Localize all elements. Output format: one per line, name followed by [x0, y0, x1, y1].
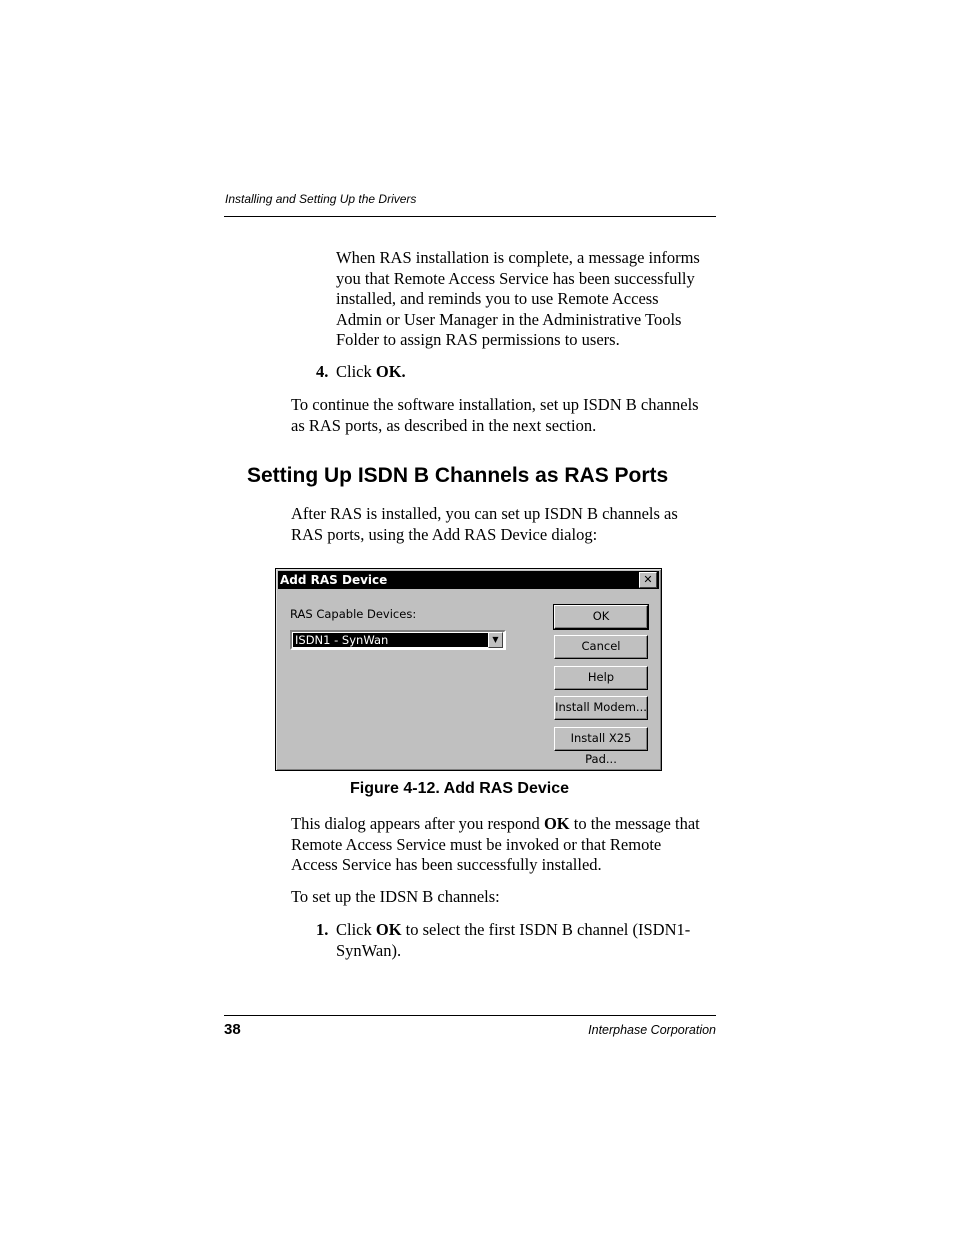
- step-1-line: SynWan).: [336, 940, 402, 960]
- section-heading: Setting Up ISDN B Channels as RAS Ports: [247, 464, 669, 487]
- figure-caption: Figure 4-12. Add RAS Device: [350, 780, 570, 797]
- step-1-text: [336, 920, 690, 961]
- step-1-bold: OK: [375, 920, 402, 939]
- after-line: After RAS is installed, you can set up ISDN B channels as: [291, 504, 678, 523]
- step-1-number: 1.: [316, 920, 329, 939]
- dialog-line: [291, 814, 700, 835]
- step-4-number: 4.: [316, 362, 329, 381]
- selected-device: ISDN1 - SynWan: [293, 633, 489, 647]
- devices-label: RAS Capable Devices:: [290, 607, 417, 621]
- intro-line: installed, and reminds you to use Remote Access: [336, 289, 659, 308]
- chevron-down-icon[interactable]: ▼: [488, 632, 503, 648]
- header-rule: [224, 216, 716, 217]
- continue-paragraph: [291, 395, 699, 436]
- intro-line: Admin or User Manager in the Administrative Tools: [336, 309, 682, 329]
- dialog-line-post: to the message that: [569, 814, 700, 833]
- step-4-text: [336, 362, 406, 383]
- after-line: RAS ports, using the Add RAS Device dialog:: [291, 524, 598, 544]
- close-icon[interactable]: ✕: [639, 572, 657, 588]
- footer-rule: [224, 1015, 716, 1016]
- dialog-titlebar: [278, 571, 659, 589]
- intro-line: you that Remote Access Service has been successfully: [336, 268, 695, 288]
- setup-intro: To set up the IDSN B channels:: [291, 887, 500, 906]
- add-ras-device-dialog: [275, 568, 662, 771]
- dialog-line: Access Service has been successfully installed.: [291, 855, 602, 874]
- intro-paragraph: [336, 248, 700, 351]
- page-number: 38: [224, 1021, 241, 1038]
- install-x25-pad-button[interactable]: Install X25 Pad...: [554, 727, 648, 751]
- step-4-bold: OK.: [375, 362, 406, 381]
- help-button[interactable]: Help: [554, 666, 648, 690]
- step-4-label: Click: [336, 362, 376, 381]
- cancel-button[interactable]: Cancel: [554, 635, 648, 659]
- install-modem-button[interactable]: Install Modem...: [554, 696, 648, 720]
- dialog-line-bold: OK: [543, 814, 570, 833]
- dialog-line-pre: This dialog appears after you respond: [291, 814, 544, 833]
- intro-line: When RAS installation is complete, a message informs: [336, 248, 700, 267]
- dialog-line: Remote Access Service must be invoked or that Remote: [291, 834, 662, 854]
- dialog-title: Add RAS Device: [280, 573, 388, 587]
- devices-dropdown[interactable]: [290, 630, 506, 650]
- running-header: Installing and Setting Up the Drivers: [225, 192, 417, 206]
- continue-line: as RAS ports, as described in the next section.: [291, 415, 597, 435]
- step-1-line: [336, 920, 690, 941]
- company-name: Interphase Corporation: [588, 1023, 716, 1037]
- step-1-post: to select the first ISDN B channel (ISDN1-: [401, 920, 691, 939]
- ok-button[interactable]: OK: [554, 605, 648, 629]
- intro-line: Folder to assign RAS permissions to users.: [336, 330, 620, 349]
- dialog-paragraph: [291, 814, 700, 876]
- after-paragraph: [291, 504, 678, 545]
- continue-line: To continue the software installation, set up ISDN B channels: [291, 395, 699, 414]
- step-1-pre: Click: [336, 920, 376, 939]
